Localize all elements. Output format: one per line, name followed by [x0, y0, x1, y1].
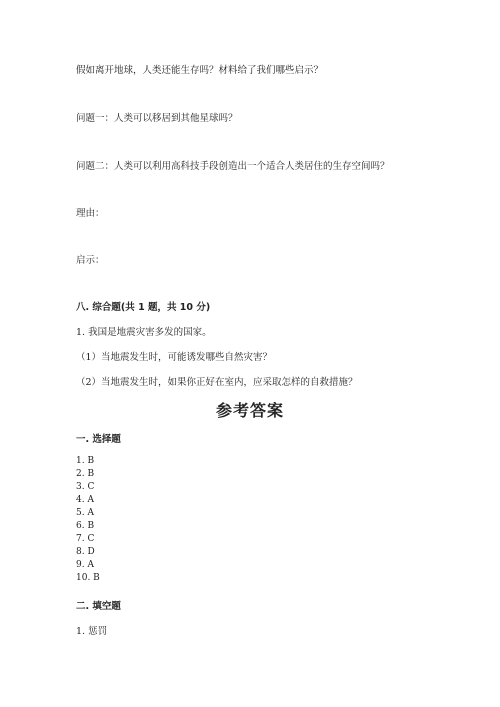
choice-answer: 4. A: [76, 495, 94, 505]
section-8-item: 1. 我国是地震灾害多发的国家。: [76, 327, 212, 338]
section-8-sub1: （1）当地震发生时，可能诱发哪些自然灾害？: [76, 352, 273, 363]
fill-answer: 1. 惩罚: [76, 626, 108, 637]
question-intro: 假如离开地球，人类还能生存吗？材料给了我们哪些启示？: [76, 65, 324, 76]
choice-answer: 5. A: [76, 508, 94, 518]
choice-answer: 7. C: [76, 534, 95, 544]
choice-answer: 6. B: [76, 521, 95, 531]
choice-answer: 3. C: [76, 482, 95, 492]
answers-section-1: 一. 选择题: [76, 434, 121, 445]
insight-label: 启示：: [76, 255, 105, 266]
choice-answer: 10. B: [76, 573, 100, 583]
answers-section-2: 二. 填空题: [76, 601, 121, 612]
question-two: 问题二：人类可以利用高科技手段创造出一个适合人类居住的生存空间吗？: [76, 161, 390, 172]
question-one: 问题一：人类可以移居到其他星球吗？: [76, 113, 238, 124]
choice-answer: 8. D: [76, 547, 95, 557]
reason-label: 理由：: [76, 208, 105, 219]
section-8-heading: 八. 综合题(共 1 题，共 10 分): [76, 302, 211, 313]
choice-answer: 9. A: [76, 560, 94, 570]
answers-title: 参考答案: [215, 401, 284, 420]
choice-answer: 1. B: [76, 456, 95, 466]
section-8-sub2: （2）当地震发生时，如果你正好在室内，应采取怎样的自救措施？: [76, 377, 358, 388]
choice-answer: 2. B: [76, 469, 95, 479]
